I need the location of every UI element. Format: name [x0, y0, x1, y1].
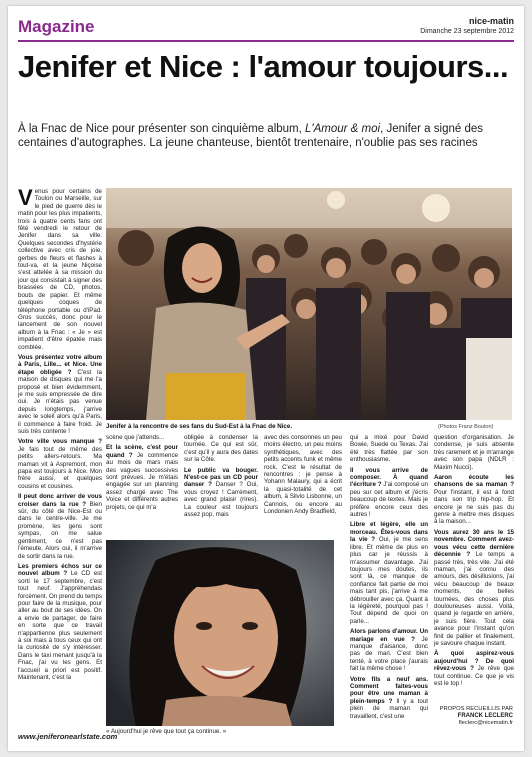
question: Il vous arrive de composer. À quand l'écriture ?	[350, 466, 428, 489]
newspaper-page	[8, 6, 524, 751]
lead-paragraph: enus pour certains de Toulon ou Marseille, sur le pied de guerre dès le matin pour les plus impatients, trois à quatre cents fans ont fêté vendredi le retour de Jenifer dans sa ville. Quelques secondes d'hystérie collective avec cris de joie, gerbes de fleurs et flashes à tout-va, et la jeune Niçoise s'est attelée à sa mission du jour qui consistait à signer des brassées de CD, photos, bouts de papier. Et même quelques coques de téléphone portable ou d'iPad. Gros succès, donc pour le lancement de son nouvel album à la Fnac : « Je » est impatient d'être épatée mais comblée.	[18, 188, 102, 351]
question: Aaron écoute les chansons de sa maman ?	[434, 474, 514, 489]
photo-caption: Jenifer à la rencontre de ses fans du Sud-Est à la Fnac de Nice.	[106, 423, 293, 430]
masthead	[420, 17, 514, 36]
question: À quoi aspirez-vous aujourd'hui ? De quoi rêvez-vous ?	[434, 650, 514, 673]
photo-credit: (Photos Franz Bouton)	[438, 424, 494, 430]
footer-url: www.jeniferonearlstate.com	[18, 732, 118, 741]
question: Vous aurez 30 ans le 15 novembre. Comment avez-vous vécu cette dernière décennie ?	[434, 528, 514, 559]
column-3: obligée à condenser la tournée. Ce qui est sûr, c'est qu'il y aura des dates sur la Côte. Le public va bouger. N'est-ce pas un CD pour danser ? Danser ? Oui, vous croyez ! Carrément, avec grand plaisir (rires). La couleur est toujours assez pop, mais	[184, 434, 258, 519]
answer: Danser ? Oui, vous croyez ! Carrément, avec grand plaisir (rires). La couleur est toujours assez pop, mais	[184, 481, 258, 519]
question: Le public va bouger. N'est-ce pas un CD pour danser ?	[184, 466, 258, 489]
page-header	[18, 14, 514, 42]
standfirst: À la Fnac de Nice pour présenter son cinquième album, L'Amour & moi, Jenifer a signé des centaines d'autographes. La jeune chanteuse, bientôt trentenaire, n'oublie pas ses racines	[18, 123, 483, 149]
author-name: FRANCK LECLERC	[457, 713, 513, 719]
publication-name: nice-matin	[468, 16, 514, 26]
portrait-photo	[106, 540, 334, 726]
answer: Pour l'instant, il est à fond dans son trip hip-hop. Et encore je ne suis pas du genre à mettre mes disques à la maison...	[434, 488, 514, 526]
answer: Je rêve que tout continue. Ce que je vis est le top !	[434, 665, 514, 687]
column-5: qui a mixé pour David Bowie, Suede ou Texas. J'ai été très flattée par son enthousiasme. Il vous arrive de composer. À quand l'écriture ? J'ai composé un peu sur cet album et j'écris beaucoup de textes. Mais je préfère encore ceux des autres ! Libre et légère, elle un morceau. Êtes-vous dans la vie ? Oui, je me sens libre. Et même de plus en plus car je réussis à m'assumer davantage. J'ai toujours mes doutes, ils sont là, ce manque de confiance fait partie de moi mais tant pis, j'arrive à me débrouiller avec ça. Quant à la légèreté, pourquoi pas ! Tout dépend de quoi on parle... Alors parlons d'amour. Un mariage en vue ? Je manque d'aisance, donc pas de mari. C'est bien tenté, à votre place j'aurais fait la même chose ! Votre fils a neuf ans. Comment faites-vous pour être une maman à plein-temps ? Il y a tout plein de maman qui travaillent, c'est une	[350, 434, 428, 720]
answer: Le CD est sorti le 17 septembre, c'est tout neuf. J'appréhendais forcément. On prend du temps pour faire de la musique, pour aller au bout de ses idées. On a envie de partager, de faire en sorte que ce travail n'appartienne plus seulement à soi mais à tous ceux qui ont la curiosité de s'y intéresser. Dans le taxi menant jusqu'à la Fnac, j'ai vu les gens. Et l'accueil a priori est positif. Maintenant, c'est la	[18, 570, 102, 681]
question: Votre fils a neuf ans. Comment faites-vous pour être une maman à plein-temps ?	[350, 675, 428, 705]
column-1	[18, 188, 102, 728]
author-email: fleclerc@nicematin.fr	[458, 720, 513, 726]
column-4: avec des consonnes un peu moins électro, un peu moins synthétiques, avec des petits accents funk et même rock. C'est le résultat de rencontres : je pense à Yohann Malaury, qui a écrit la quasi-totalité de cet album, à Silvio Lisbonne, un Cannois, ou encore au Londonien Andy Bradfield,	[264, 434, 342, 516]
drop-cap: V	[18, 188, 33, 210]
headline: Jenifer et Nice : l'amour toujours...	[18, 49, 509, 84]
answer: Le temps a passé très, très vite. J'ai été maman, j'ai connu des amours, des désillusions, j'ai vécu beaucoup de beaux moments, de belles tournées, des choses plus douloureuses aussi. Voilà, quand je regarde en arrière, je suis fière. Tout cela avance pour l'instant qu'on finit de pallier et finalement, je savoure chaque instant.	[434, 551, 514, 647]
issue-date: Dimanche 23 septembre 2012	[420, 28, 514, 35]
byline: PROPOS RECUEILLIS PAR FRANCK LECLERC fleclerc@nicematin.fr	[439, 706, 513, 726]
answer: Oui, je me sens libre. Et même de plus en plus car je réussis à m'assumer davantage. J'ai toujours mes doutes, ils sont là, ce manque de confiance fait partie de moi mais tant pis, j'arrive à me débrouiller avec ça. Quant à la légèreté, pourquoi pas ! Tout dépend de quoi on parle...	[350, 536, 428, 625]
answer: Je fais tout de même des petits allers-retours. Ma maman vit à Aspremont, mon papa est toujours à Nice. Mon frère aussi, et quelques cousins et cousines.	[18, 445, 102, 490]
answer: C'est la maison de disques qui me l'a proposé et bien évidemment, je me suis empressée de dire oui. Je n'étais pas venue depuis longtemps, j'arrive avec le soleil alors qu'à Paris, il commence à faire froid. Je suis très contente !	[18, 368, 102, 435]
question: Votre ville vous manque ?	[18, 438, 102, 446]
answer: Il y a tout plein de maman qui travaillent, c'est une	[350, 697, 428, 720]
question: Et la scène, c'est pour quand ?	[106, 444, 178, 459]
fans-photo	[106, 188, 512, 420]
section-title: Magazine	[18, 17, 95, 36]
column-6: question d'organisation. Je condense, je suis absente très rarement et je m'arrange avec son papa (NDLR : Maxim Nucci). Aaron écoute les chansons de sa maman ? Pour l'instant, il est à fond dans son trip hip-hop. Et encore je ne suis pas du genre à mettre mes disques à la maison... Vous aurez 30 ans le 15 novembre. Comment avez-vous vécu cette dernière décennie ? Le temps a passé très, très vite. J'ai été maman, j'ai connu des amours, des désillusions, j'ai vécu beaucoup de beaux moments, de belles tournées, des choses plus douloureuses aussi. Voilà, quand je regarde en arrière, je suis fière. Tout cela avance pour l'instant qu'on finit de pallier et finalement, je savoure chaque instant. À quoi aspirez-vous aujourd'hui ? De quoi rêvez-vous ? Je rêve que tout continue. Ce que je vis est le top !	[434, 434, 514, 687]
album-title: L'Amour & moi	[305, 123, 381, 135]
question: Les premiers échos sur ce nouvel album ?	[18, 562, 102, 578]
answer: Je manque d'aisance, donc pas de mari. C'est bien tenté, à votre place j'aurais fait la même chose !	[350, 635, 428, 673]
question: Libre et légère, elle un morceau. Êtes-vous dans la vie ?	[350, 521, 428, 544]
question: Vous présentez votre album à Paris, Lille... et Nice. Une étape obligée ?	[18, 353, 102, 376]
answer: J'ai composé un peu sur cet album et j'écris beaucoup de textes. Mais je préfère encore ceux des autres !	[350, 481, 428, 519]
answer: Bien sûr, du côté de Nice-Est ou dans le centre-ville. Je me promène, les gens sont sympas, on me salue gentiment, ce n'est pas l'émeute. Alors oui, il m'arrive de sortir dans la rue.	[18, 500, 102, 560]
column-2: scène que j'attends... Et la scène, c'est pour quand ? Je commence au mois de mars mais des vagues successives sont prévues. Je m'étais engagée sur un planning assez chargé avec The Voice et différents autres projets, ce qui m'a	[106, 434, 178, 511]
question: Alors parlons d'amour. Un mariage en vue ?	[350, 628, 428, 643]
photo-caption-quote: « Aujourd'hui je rêve que tout ça continue. »	[106, 728, 227, 735]
question: Il peut donc arriver de vous croiser dans la rue ?	[18, 493, 102, 508]
answer: Je commence au mois de mars mais des vagues successives sont prévues. Je m'étais engagée sur un planning assez chargé avec The Voice et différents autres projets, ce qui m'a	[106, 451, 178, 511]
